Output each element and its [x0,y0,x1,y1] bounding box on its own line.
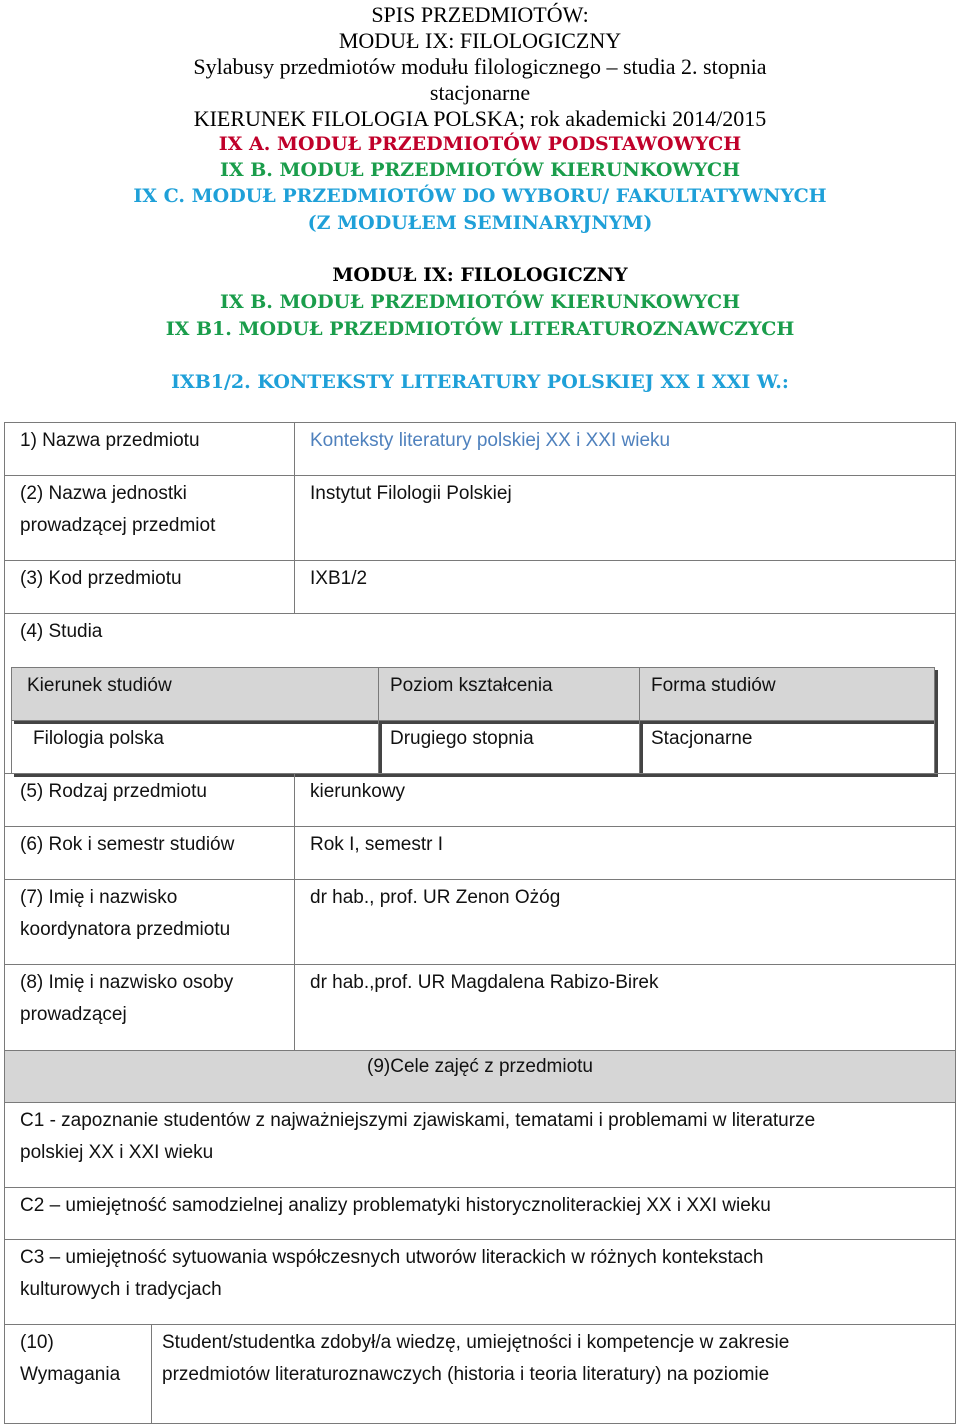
requirements-value-line1: Student/studentka zdobył/a wiedzę, umiejętności i kompetencje w zakresie [162,1332,790,1353]
study-mode: stacjonarne [429,80,531,105]
studies-label: (4) Studia [4,613,956,774]
requirements-value-line2: przedmiotów literaturoznawczych (historia i teoria literatury) na poziomie [162,1364,770,1385]
unit-value: Instytut Filologii Polskiej [294,475,956,561]
unit-label [4,475,295,561]
course-type-value: kierunkowy [294,773,956,827]
objective-c3-line1: C3 – umiejętność sytuowania współczesnych utworów literackich w różnych kontekstach [20,1247,764,1268]
field-and-year: KIERUNEK FILOLOGIA POLSKA; rok akademicki 2014/2015 [193,106,767,131]
section-module-b-heading: IX B. MODUŁ PRZEDMIOTÓW KIERUNKOWYCH [219,291,741,313]
coordinator-label-line1: (7) Imię i nazwisko [20,887,178,908]
objective-c3-line2: kulturowych i tradycjach [20,1279,222,1300]
objective-c3 [4,1239,956,1325]
module-title: MODUŁ IX: FILOLOGICZNY [338,28,622,53]
module-a-heading: IX A. MODUŁ PRZEDMIOTÓW PODSTAWOWYCH [218,133,742,155]
syllabus-subtitle: Sylabusy przedmiotów modułu filologicznego – studia 2. stopnia [193,54,767,79]
objective-c1 [4,1102,956,1188]
coordinator-label [4,879,295,965]
requirements-label-line2: Wymagania [20,1364,121,1385]
course-name-value: Konteksty literatury polskiej XX i XXI wieku [294,422,956,476]
year-semester-value: Rok I, semestr I [294,826,956,880]
objective-c2: C2 – umiejętność samodzielnej analizy problematyki historycznoliterackiej XX i XXI wieku [4,1187,956,1240]
unit-label-line2: prowadzącej przedmiot [20,515,216,536]
studies-header-field: Kierunek studiów [11,667,379,721]
instructor-label-line1: (8) Imię i nazwisko osoby [20,972,234,993]
coordinator-value: dr hab., prof. UR Zenon Ożóg [294,879,956,965]
course-code-label: (3) Kod przedmiotu [4,560,295,614]
studies-value-level: Drugiego stopnia [378,720,640,774]
objectives-header: (9)Cele zajęć z przedmiotu [4,1050,956,1103]
requirements-value [151,1324,956,1424]
coordinator-label-line2: koordynatora przedmiotu [20,919,231,940]
module-c-heading: IX C. MODUŁ PRZEDMIOTÓW DO WYBORU/ FAKULTATYWNYCH [133,185,827,207]
studies-header-form: Forma studiów [639,667,935,721]
instructor-label-line2: prowadzącej [20,1004,127,1025]
course-name-label: 1) Nazwa przedmiotu [4,422,295,476]
module-c-subheading: (Z MODUŁEM SEMINARYJNYM) [307,212,653,234]
studies-value-field: Filologia polska [11,720,379,774]
instructor-value: dr hab.,prof. UR Magdalena Rabizo-Birek [294,964,956,1051]
studies-value-form: Stacjonarne [639,720,935,774]
course-title: IXB1/2. KONTEKSTY LITERATURY POLSKIEJ XX I XXI W.: [171,371,789,393]
course-code-value: IXB1/2 [294,560,956,614]
unit-label-line1: (2) Nazwa jednostki [20,483,187,504]
objective-c1-line1: C1 - zapoznanie studentów z najważniejszymi zjawiskami, tematami i problemami w literaturze [20,1110,816,1131]
section-module-b1-heading: IX B1. MODUŁ PRZEDMIOTÓW LITERATUROZNAWCZYCH [165,318,795,340]
requirements-label [4,1324,152,1424]
doc-title: SPIS PRZEDMIOTÓW: [371,2,589,27]
year-semester-label: (6) Rok i semestr studiów [4,826,295,880]
studies-header-level: Poziom kształcenia [378,667,640,721]
module-b-heading: IX B. MODUŁ PRZEDMIOTÓW KIERUNKOWYCH [219,159,741,181]
instructor-label [4,964,295,1051]
course-type-label: (5) Rodzaj przedmiotu [4,773,295,827]
section-module-heading: MODUŁ IX: FILOLOGICZNY [332,264,628,286]
requirements-label-line1: (10) [20,1332,54,1353]
objective-c1-line2: polskiej XX i XXI wieku [20,1142,214,1163]
